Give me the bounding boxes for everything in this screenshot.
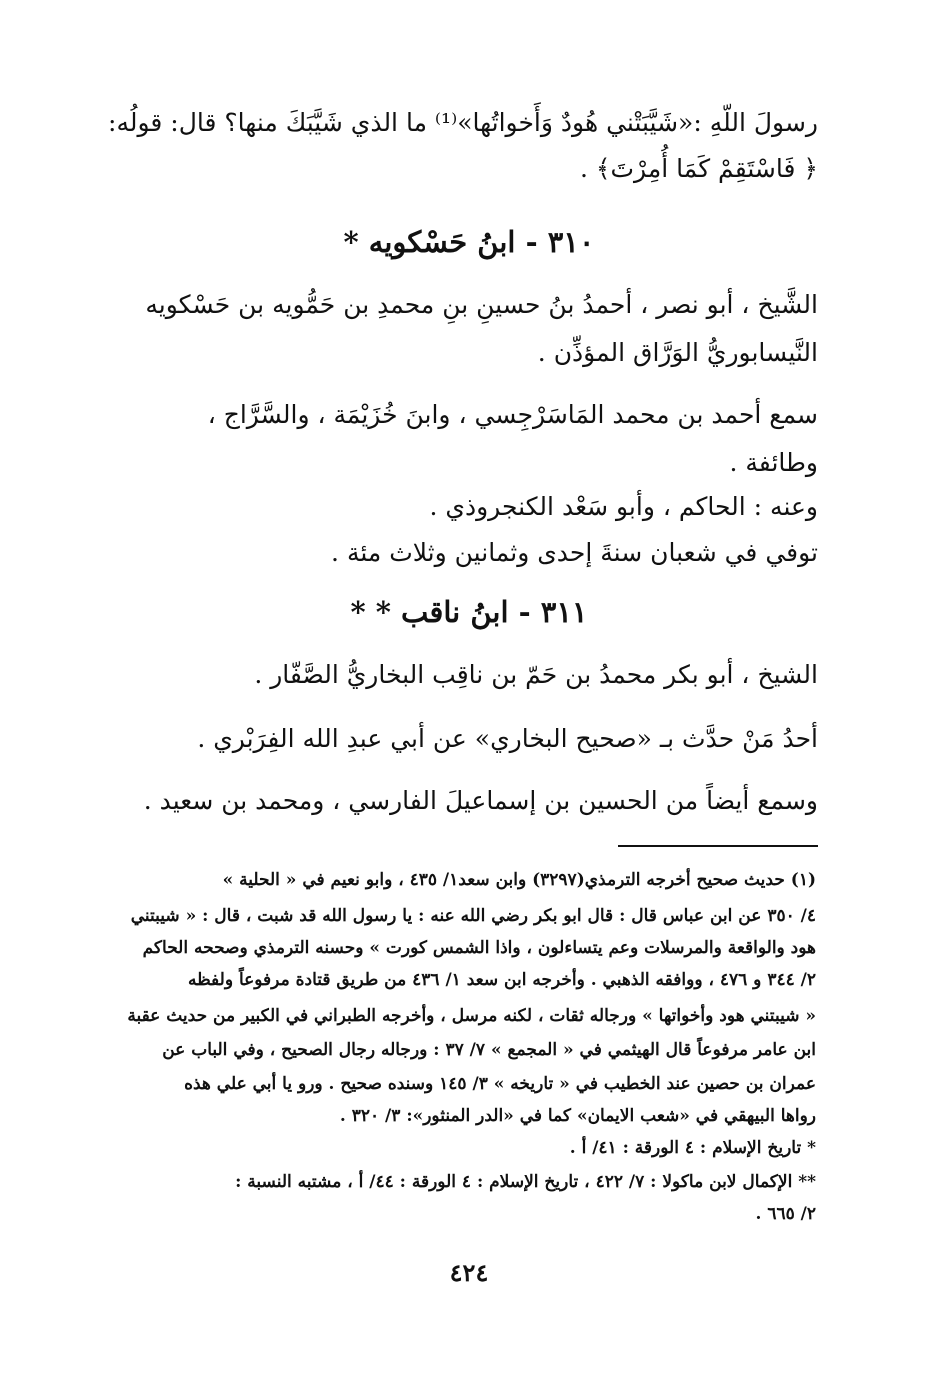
intro-line-1: رسولَ اللّهِ :«شَيَّبَتْني هُودٌ وَأَخواتُها»⁽¹⁾ ما الذي شَيَّبَكَ منها؟ قال: قولُه:: [108, 108, 818, 137]
footnote-separator: [618, 845, 818, 847]
footnote-1-line: (١) حديث صحيح أخرجه الترمذي(٣٢٩٧) وابن سعد١/ ٤٣٥ ، وابو نعيم في « الحلية »: [222, 870, 816, 890]
entry-311-also-heard: وسمع أيضاً من الحسين بن إسماعيلَ الفارسي ، ومحمد بن سعيد .: [143, 786, 818, 815]
footnote-1-line: رواها البيهقي في «شعب الايمان» كما في «الدر المنثور»: ٣/ ٣٢٠ .: [339, 1106, 816, 1126]
page-number: ٤٢٤: [449, 1258, 489, 1287]
footnote-1-line: « شيبتني هود وأخواتها » ورجاله ثقات ، لكنه مرسل ، وأخرجه الطبراني في الكبير من حديث عقبة: [127, 1006, 816, 1026]
footnote-1-line: هود والواقعة والمرسلات وعم يتساءلون ، واذا الشمس كورت » وحسنه الترمذي وصححه الحاكم: [142, 938, 816, 958]
entry-310-name-line-1: الشَّيخ ، أبو نصر ، أحمدُ بنُ حسينِ بنِ محمدِ بن حَمُّويه بن حَسْكويه: [145, 290, 818, 319]
footnote-1-line: عمران بن حصين عند الخطيب في « تاريخه » ٣/ ١٤٥ وسنده صحيح . ورو يا أبي علي هذه: [184, 1074, 816, 1094]
entry-310-death: توفي في شعبان سنةَ إحدى وثمانين وثلاث مئة .: [331, 538, 818, 567]
footnote-1-line: ابن عامر مرفوعاً قال الهيثمي في « المجمع » ٧/ ٣٧ : ورجاله رجال الصحيح ، وفي الباب عن: [162, 1040, 816, 1060]
footnote-1-line: ٢/ ٣٤٤ و ٤٧٦ ، ووافقه الذهبي . وأخرجه ابن سعد ١/ ٤٣٦ من طريق قتادة مرفوعاً ولفظه: [187, 970, 816, 990]
footnote-star-2-line-2: ٢/ ٦٦٥ .: [755, 1204, 816, 1224]
entry-310-students: وعنه : الحاكم ، وأبو سَعْد الكنجروذي .: [429, 492, 818, 521]
entry-310-heading: ٣١٠ - ابنُ حَسْكويه *: [343, 225, 595, 259]
footnote-1-line: ٤/ ٣٥٠ عن ابن عباس قال : قال ابو بكر رضي الله عنه : يا رسول الله قد شبت ، قال : « شيبتني: [130, 906, 816, 926]
entry-311-name: الشيخ ، أبو بكر محمدُ بن حَمّ بن ناقِب البخاريُّ الصَّفّار .: [254, 660, 818, 689]
footnote-star-2-line-1: ** الإكمال لابن ماكولا : ٧/ ٤٢٢ ، تاريخ الإسلام : ٤ الورقة : ٤٤/ أ ، مشتبه النسبة :: [235, 1172, 816, 1192]
footnote-star-1: * تاريخ الإسلام : ٤ الورقة : ٤١/ أ .: [569, 1138, 816, 1158]
entry-310-name-line-2: النَّيسابوريُّ الوَرَّاق المؤذِّن .: [537, 338, 818, 367]
entry-310-heard-line-2: وطائفة .: [729, 448, 818, 477]
entry-310-heard-line-1: سمع أحمد بن محمد المَاسَرْجِسي ، وابنَ خُزَيْمَة ، والسَّرَّاج ،: [207, 400, 818, 429]
entry-311-narrated: أحدُ مَنْ حدَّث بـ «صحيح البخاري» عن أبي عبدِ الله الفِرَبْري .: [197, 724, 818, 753]
intro-line-2: ﴿ فَاسْتَقِمْ كَمَا أُمِرْتَ﴾ .: [579, 154, 818, 183]
entry-311-heading: ٣١١ - ابنُ ناقب * *: [350, 595, 588, 629]
